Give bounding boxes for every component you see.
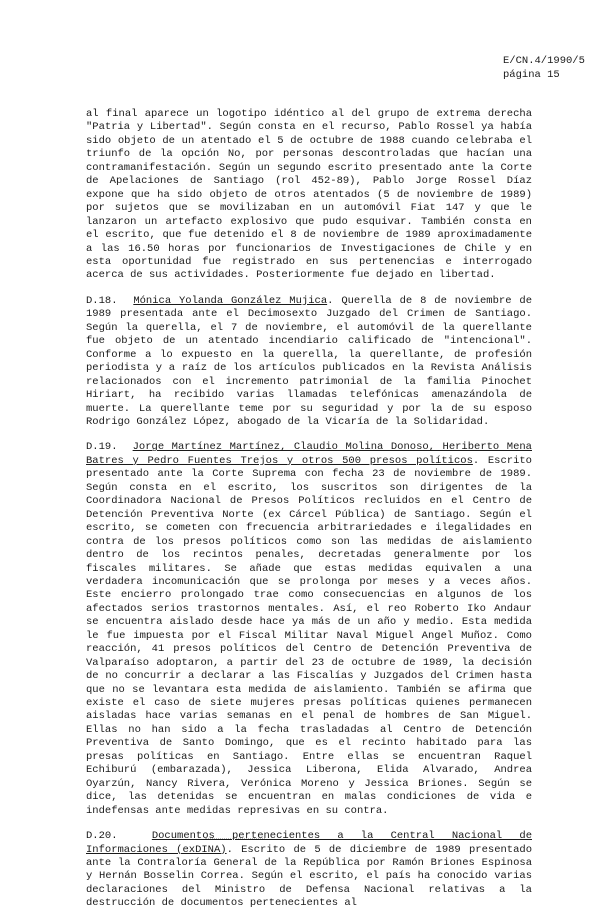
section-number: D.20. xyxy=(86,830,118,843)
document-body xyxy=(86,108,532,923)
section-text: . Escrito de 5 de diciembre de 1989 presentado ante la Contraloría General de la República por Ramón Briones Espinosa y Hernán Bosselin Correa. Según el escrito, el país ha conocido varias declaraciones del Ministro de Defensa Nacional relativas a la destrucción de documentos pertenecientes al xyxy=(86,843,532,910)
page-number: página 15 xyxy=(503,69,560,81)
document-symbol: E/CN.4/1990/5 xyxy=(503,55,585,67)
section-title: Jorge Martínez Martínez, Claudio Molina Donoso, Heriberto Mena Batres y Pedro Fuentes Trejos y otros 500 presos políticos xyxy=(86,441,532,467)
section-title: Documentos pertenecientes a la Central Nacional de Informaciones (exDINA) xyxy=(86,830,532,856)
section-text: . Querella de 8 de noviembre de 1989 presentada ante el Decimosexto Juzgado del Crimen de Santiago. Según la querella, el 7 de noviembre, el automóvil de la querellante fue objeto de un atentado incendiario calificado de "intencional". Conforme a lo expuesto en la querella, la querellante, de profesión periodista y a raíz de los artículos publicados en la Revista Análisis relacionados con el incremento patrimonial de la familia Pinochet Hiriart, ha recibido varias llamadas telefónicas amenazándola de muerte. La querellante teme por su seguridad y por la de su esposo Rodrigo González López, abogado de la Vicaría de la Solidaridad. xyxy=(86,294,533,428)
document-reference xyxy=(503,54,585,82)
section-d19 xyxy=(86,441,532,818)
intro-paragraph: al final aparece un logotipo idéntico al del grupo de extrema derecha "Patria y Libertad". Según consta en el recurso, Pablo Rossel ya había sido objeto de un atentado el 5 de octubre de 1988 cuando celebraba el triunfo de la opción No, por personas descontroladas que hacían una contramanifestación. Según un segundo escrito presentado ante la Corte de Apelaciones de Santiago (rol 452-89), Pablo Jorge Rossel Díaz expone que ha sido objeto de otros atentados (5 de noviembre de 1989) por sujetos que se movilizaban en un automóvil Fiat 147 y que le lanzaron un artefacto explosivo que pudo esquivar. También consta en el escrito, que fue detenido el 8 de noviembre de 1989 aproximadamente a las 16.50 horas por funcionarios de Investigaciones de Chile y en esta oportunidad fue registrado en sus pertenencias e interrogado acerca de sus actividades. Posteriormente fue dejado en libertad. xyxy=(86,108,532,282)
section-number: D.18. xyxy=(86,294,118,307)
scan-artifact xyxy=(205,838,265,841)
section-text: . Escrito presentado ante la Corte Suprema con fecha 23 de noviembre de 1989. Según consta en el escrito, los suscritos son dirigentes de la Coordinadora Nacional de Presos Políticos recluidos en el Centro de Detención Preventiva Norte (ex Cárcel Pública) de Santiago. Según el escrito, se cometen con frecuencia arbitrariedades e ilegalidades en contra de los presos políticos como son las medidas de aislamiento dentro de los recintos penales, decretadas generalmente por los fiscales militares. Se añade que estas medidas equivalen a una verdadera incomunicación que se prolonga por meses y a veces años. Este encierro prolongado trae como consecuencias en algunos de los afectados serios trastornos mentales. Así, el reo Roberto Iko Andaur se encuentra aislado desde hace ya más de un año y medio. Esta medida le fue impuesta por el Fiscal Militar Naval Miguel Angel Muñoz. Como reacción, 41 presos políticos del Centro de Detención Preventiva de Valparaíso adoptaron, a partir del 23 de octubre de 1989, la decisión de no concurrir a declarar a las Fiscalías y Juzgados del Crimen hasta que no se levantara esta medida de aislamiento. También se afirma que existe el caso de siete mujeres presas políticas quienes permanecen aisladas hace varias semanas en el penal de hombres de San Miguel. Ellas no han sido a la fecha trasladadas al Centro de Detención Preventiva de Santo Domingo, que es el recinto habitado para las presas políticas en Santiago. Entre ellas se encuentran Raquel Echiburú (embarazada), Jessica Liberona, Elida Alvarado, Andrea Oyarzún, Nancy Rivera, Verónica Moreno y Jessica Briones. Según se dice, las detenidas se encuentran en malas condiciones de vida e indefensas ante medidas represivas en su contra. xyxy=(86,454,532,817)
section-title: Mónica Yolanda González Mujica xyxy=(133,294,328,307)
section-d18 xyxy=(86,295,532,430)
section-number: D.19. xyxy=(86,441,118,454)
section-d20 xyxy=(86,830,532,911)
